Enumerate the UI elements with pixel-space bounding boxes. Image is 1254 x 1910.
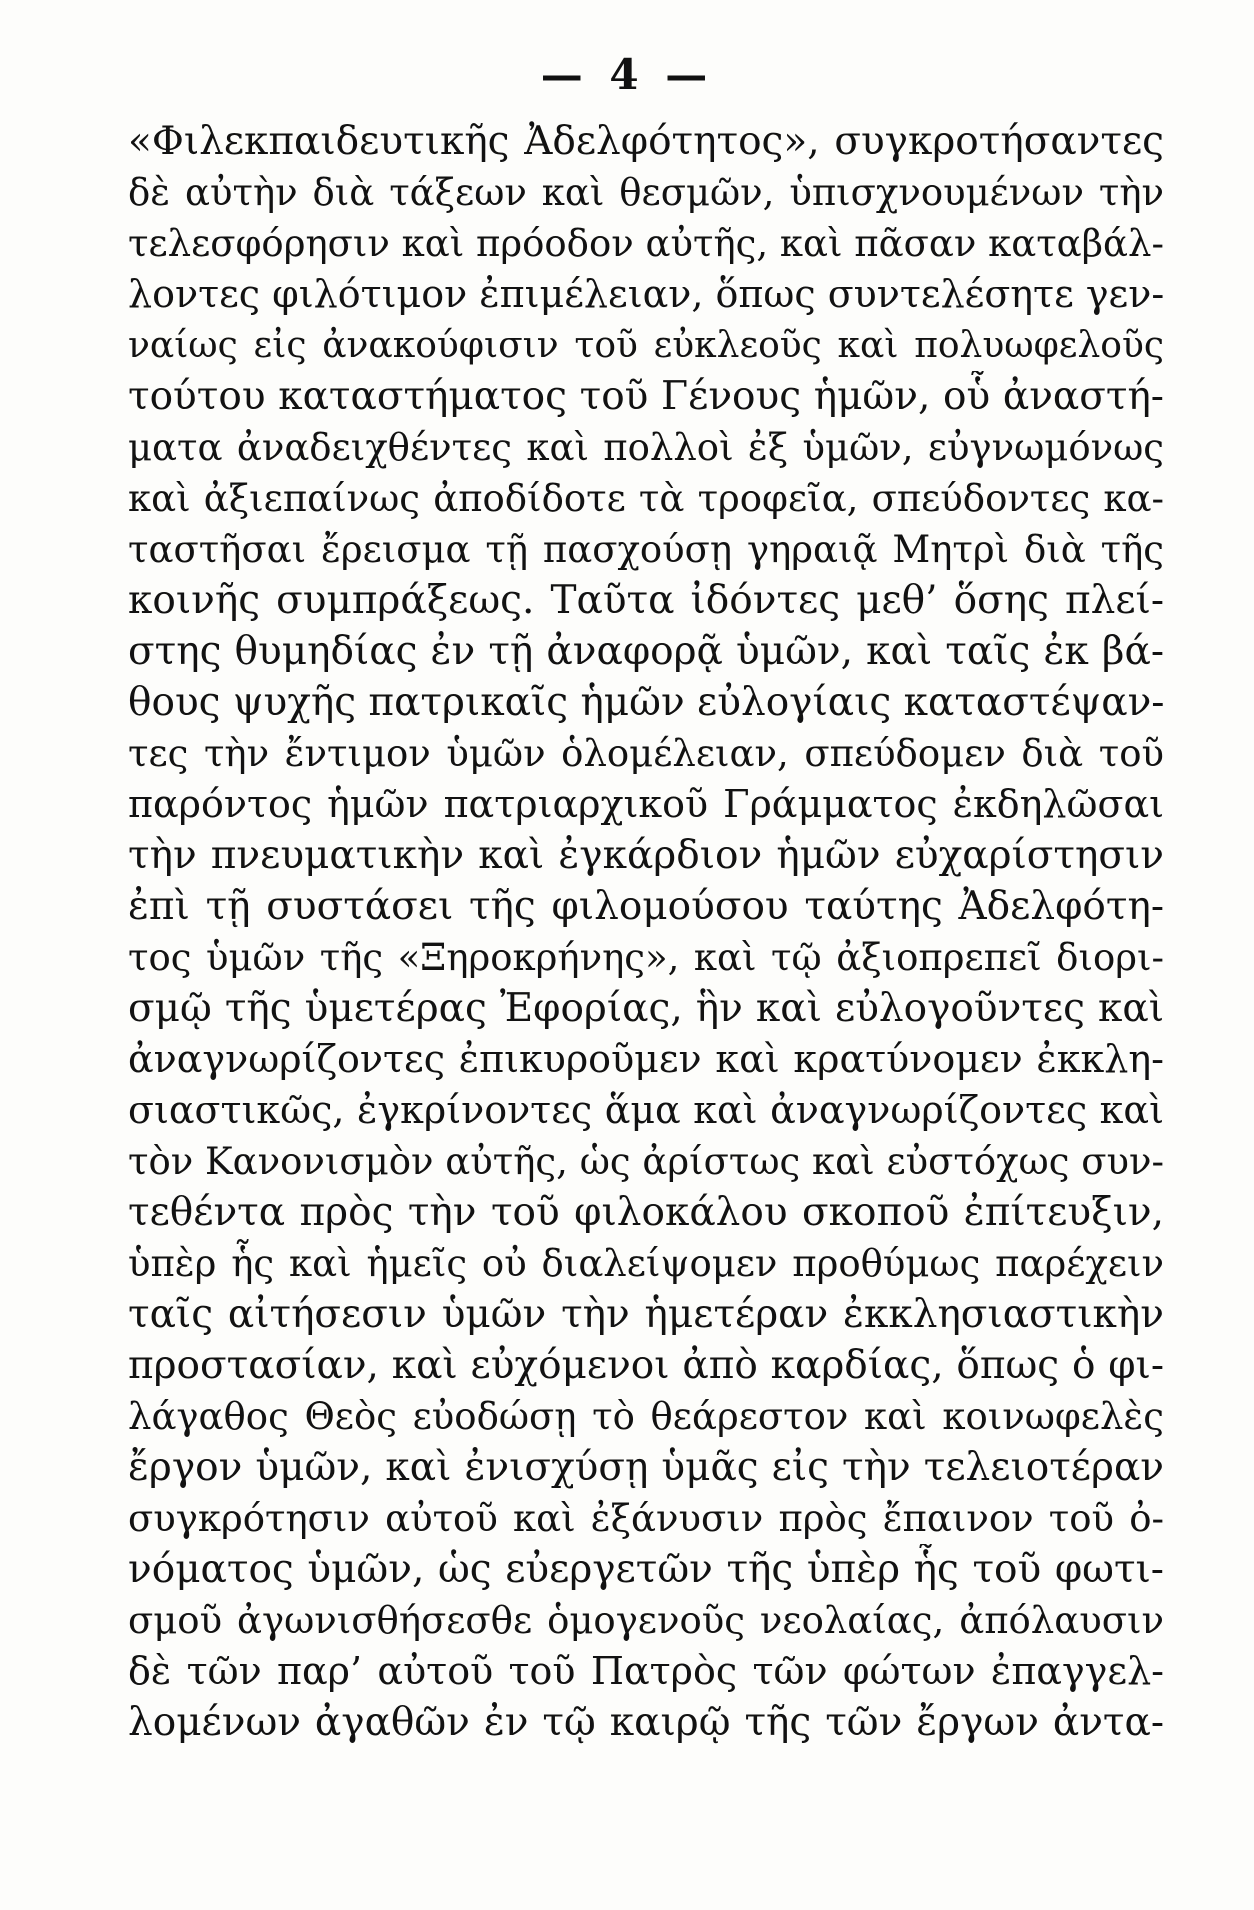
text-line: ἐπὶ τῇ συστάσει τῆς φιλομούσου ταύτης Ἀδελφότη- <box>128 884 1164 929</box>
text-line: ματα ἀναδειχθέντες καὶ πολλοὶ ἐξ ὑμῶν, εὐγνωμόνως <box>128 426 1164 469</box>
text-line: τὴν πνευματικὴν καὶ ἐγκάρδιον ἡμῶν εὐχαρίστησιν <box>128 833 1164 878</box>
text-line: τελεσφόρησιν καὶ πρόοδον αὐτῆς, καὶ πᾶσαν καταβάλ- <box>128 222 1164 265</box>
text-line: τος ὑμῶν τῆς «Ξηροκρήνης», καὶ τῷ ἀξιοπρεπεῖ διορι- <box>128 936 1164 979</box>
text-line: ναίως εἰς ἀνακούφισιν τοῦ εὐκλεοῦς καὶ πολυωφελοῦς <box>128 325 1164 366</box>
text-line: σμοῦ ἀγωνισθήσεσθε ὁμογενοῦς νεολαίας, ἀπόλαυσιν <box>128 1599 1164 1642</box>
text-line: τούτου καταστήματος τοῦ Γένους ἡμῶν, οὗ ἀναστή- <box>128 374 1164 419</box>
text-line: συγκρότησιν αὐτοῦ καὶ ἐξάνυσιν πρὸς ἔπαινον τοῦ ὀ- <box>128 1497 1164 1540</box>
text-line: καὶ ἀξιεπαίνως ἀποδίδοτε τὰ τροφεῖα, σπεύδοντες κα- <box>128 477 1164 520</box>
text-line: τὸν Κανονισμὸν αὐτῆς, ὡς ἀρίστως καὶ εὐστόχως συν- <box>128 1140 1164 1183</box>
text-line: ταστῆσαι ἔρεισμα τῇ πασχούσῃ γηραιᾷ Μητρὶ διὰ τῆς <box>128 528 1164 571</box>
text-line: σιαστικῶς, ἐγκρίνοντες ἅμα καὶ ἀναγνωρίζοντες καὶ <box>128 1088 1164 1132</box>
text-line: τεθέντα πρὸς τὴν τοῦ φιλοκάλου σκοποῦ ἐπίτευξιν, <box>128 1190 1164 1235</box>
text-line: ὑπὲρ ἧς καὶ ἡμεῖς οὐ διαλείψομεν προθύμως παρέχειν <box>128 1242 1164 1285</box>
text-line: δὲ τῶν παρ’ αὐτοῦ τοῦ Πατρὸς τῶν φώτων ἐπαγγελ- <box>128 1649 1164 1693</box>
text-line: στης θυμηδίας ἐν τῇ ἀναφορᾷ ὑμῶν, καὶ ταῖς ἐκ βά- <box>128 629 1164 674</box>
text-line: λάγαθος Θεὸς εὐοδώσῃ τὸ θεάρεστον καὶ κοινωφελὲς <box>128 1395 1164 1438</box>
text-line: δὲ αὐτὴν διὰ τάξεων καὶ θεσμῶν, ὑπισχνουμένων τὴν <box>128 171 1164 214</box>
text-line: παρόντος ἡμῶν πατριαρχικοῦ Γράμματος ἐκδηλῶσαι <box>128 782 1164 826</box>
text-line: ταῖς αἰτήσεσιν ὑμῶν τὴν ἡμετέραν ἐκκλησιαστικὴν <box>128 1292 1164 1337</box>
text-line: ἔργον ὑμῶν, καὶ ἐνισχύσῃ ὑμᾶς εἰς τὴν τελειοτέραν <box>128 1445 1164 1490</box>
text-line: θους ψυχῆς πατρικαῖς ἡμῶν εὐλογίαις καταστέψαν- <box>128 680 1164 725</box>
text-line: σμῷ τῆς ὑμετέρας Ἐφορίας, ἣν καὶ εὐλογοῦντες καὶ <box>128 986 1164 1031</box>
text-line: «Φιλεκπαιδευτικῆς Ἀδελφότητος», συγκροτήσαντες <box>128 119 1164 164</box>
text-line: νόματος ὑμῶν, ὡς εὐεργετῶν τῆς ὑπὲρ ἧς τοῦ φωτι- <box>128 1547 1164 1592</box>
text-line: προστασίαν, καὶ εὐχόμενοι ἀπὸ καρδίας, ὅπως ὁ φι- <box>128 1343 1164 1388</box>
text-line: τες τὴν ἔντιμον ὑμῶν ὁλομέλειαν, σπεύδομεν διὰ τοῦ <box>128 732 1164 775</box>
text-line: λοντες φιλότιμον ἐπιμέλειαν, ὅπως συντελέσητε γεν- <box>128 272 1164 316</box>
text-line: κοινῆς συμπράξεως. Ταῦτα ἰδόντες μεθ’ ὅσης πλεί- <box>128 578 1164 623</box>
text-line: λομένων ἀγαθῶν ἐν τῷ καιρῷ τῆς τῶν ἔργων ἀντα- <box>128 1700 1164 1745</box>
text-line: ἀναγνωρίζοντες ἐπικυροῦμεν καὶ κρατύνομεν ἐκκλη- <box>128 1037 1164 1081</box>
body-text <box>128 116 1164 1748</box>
page-number: — 4 — <box>540 50 714 99</box>
